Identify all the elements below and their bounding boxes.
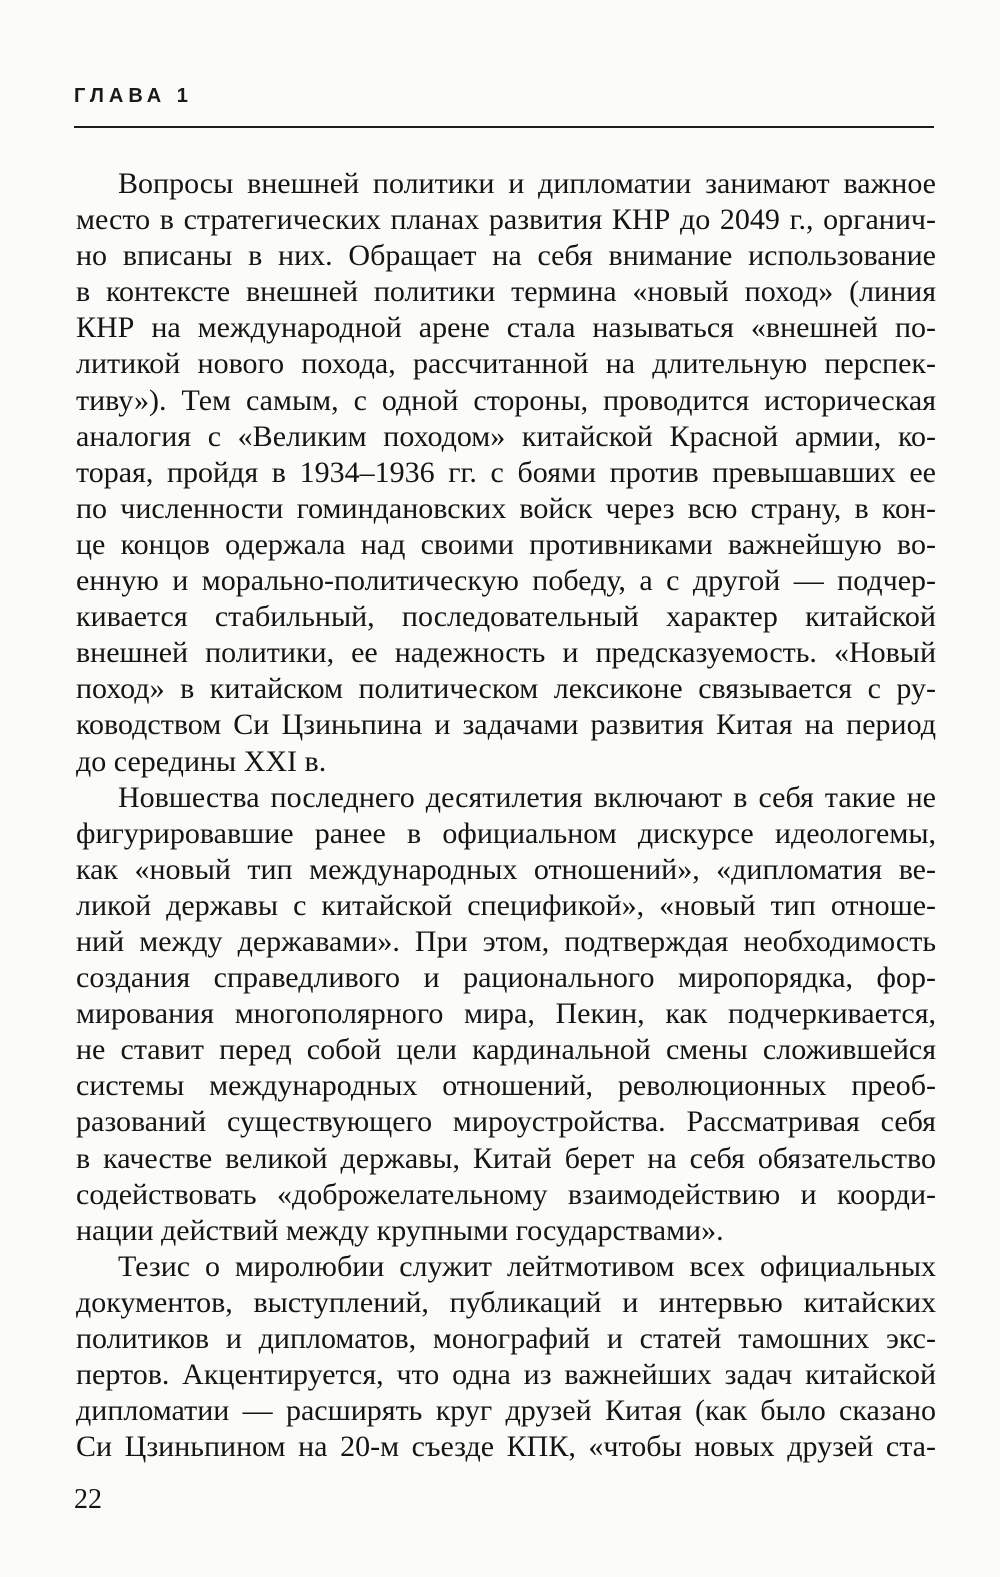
chapter-running-head: ГЛАВА 1 (74, 85, 193, 107)
text-line: в качестве великой державы, Китай берет на себя обязательство (76, 1141, 936, 1175)
text-line: дипломатии — расширять круг друзей Китая (как было сказано (76, 1394, 936, 1428)
text-line: мирования многополярного мира, Пекин, как подчеркивается, (76, 997, 936, 1031)
text-line: енную и морально-политическую победу, а с другой — подчер- (76, 564, 936, 598)
text-line: но вписаны в них. Обращает на себя внимание использование (76, 239, 936, 273)
text-line: фигурировавшие ранее в официальном дискурсе идеологемы, (76, 816, 936, 850)
text-line: це концов одержала над своими противниками важнейшую во- (76, 527, 936, 561)
paragraph (76, 1249, 936, 1466)
text-line: аналогия с «Великим походом» китайской Красной армии, ко- (76, 419, 936, 453)
text-line: ликой державы с китайской спецификой», «новый тип отноше- (76, 888, 936, 922)
text-line: тиву»). Тем самым, с одной стороны, проводится историческая (76, 383, 936, 417)
text-line: КНР на международной арене стала называться «внешней по- (76, 311, 936, 345)
text-line: документов, выступлений, публикаций и интервью китайских (76, 1285, 936, 1319)
text-line: как «новый тип международных отношений», «дипломатия ве- (76, 852, 936, 886)
text-line: системы международных отношений, революционных преоб- (76, 1069, 936, 1103)
text-line: внешней политики, ее надежность и предсказуемость. «Новый (76, 636, 936, 670)
text-line: до середины XXI в. (76, 744, 327, 778)
text-line: разований существующего мироустройства. Рассматривая себя (76, 1105, 936, 1139)
text-line: не ставит перед собой цели кардинальной смены сложившейся (76, 1033, 936, 1067)
text-line: Си Цзиньпином на 20-м съезде КПК, «чтобы новых друзей ста- (76, 1430, 936, 1464)
text-line: политиков и дипломатов, монографий и статей тамошних экс- (76, 1322, 936, 1355)
paragraph (76, 780, 936, 1249)
text-line: нации действий между крупными государствами». (76, 1213, 724, 1247)
text-line: кивается стабильный, последовательный характер китайской (76, 600, 936, 634)
text-line: место в стратегических планах развития КНР до 2049 г., органич- (76, 203, 936, 237)
text-line: торая, пройдя в 1934–1936 гг. с боями против превышавших ее (76, 455, 936, 489)
text-line: Вопросы внешней политики и дипломатии занимают важное (118, 167, 936, 200)
header-rule (74, 126, 934, 128)
text-line: содействовать «доброжелательному взаимодействию и коорди- (76, 1177, 936, 1211)
page-number: 22 (74, 1484, 102, 1515)
text-line: ководством Си Цзиньпина и задачами развития Китая на период (76, 708, 936, 742)
text-line: ний между державами». При этом, подтверждая необходимость (76, 924, 936, 958)
body-text (76, 166, 936, 1465)
text-line: пертов. Акцентируется, что одна из важнейших задач китайской (76, 1358, 936, 1392)
text-line: поход» в китайском политическом лексиконе связывается с ру- (76, 672, 936, 706)
text-line: Новшества последнего десятилетия включают в себя такие не (118, 780, 936, 814)
paragraph (76, 166, 936, 780)
text-line: в контексте внешней политики термина «новый поход» (линия (76, 275, 936, 309)
text-line: литикой нового похода, рассчитанной на длительную перспек- (76, 347, 936, 381)
text-line: создания справедливого и рационального миропорядка, фор- (76, 961, 936, 995)
text-line: по численности гоминдановских войск через всю страну, в кон- (76, 491, 936, 525)
text-line: Тезис о миролюбии служит лейтмотивом всех официальных (118, 1249, 936, 1283)
